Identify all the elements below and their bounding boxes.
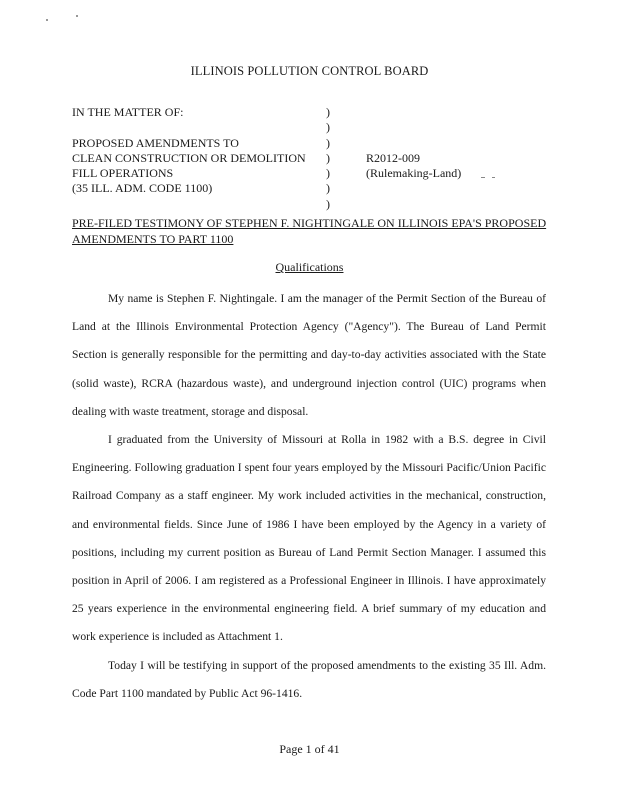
- caption-paren: ): [326, 120, 330, 135]
- caption-line: [72, 120, 306, 135]
- paragraph: My name is Stephen F. Nightingale. I am the manager of the Permit Section of the Bureau of Land at the Illinois Environmental Protection Agency ("Agency"). The Bureau of Land Permit Section is generally responsible for the permitting and day-to-day activities associated with the State (solid waste), RCRA (hazardous waste), and underground injection control (UIC) programs when dealing with waste treatment, storage and disposal.: [72, 292, 546, 418]
- scan-speck: [76, 15, 78, 17]
- caption-line: IN THE MATTER OF:: [72, 105, 184, 119]
- page-number: Page 1 of 41: [279, 742, 340, 756]
- testimony-title: PRE-FILED TESTIMONY OF STEPHEN F. NIGHTINGALE ON ILLINOIS EPA'S PROPOSED AMENDMENTS TO PART 1100: [72, 216, 547, 246]
- testimony-body: [72, 285, 546, 708]
- caption-line: (35 ILL. ADM. CODE 1100): [72, 181, 213, 196]
- board-title: ILLINOIS POLLUTION CONTROL BOARD: [190, 64, 429, 78]
- caption-paren: ): [326, 150, 330, 165]
- caption-paren: ): [326, 105, 330, 119]
- section-heading: Qualifications: [275, 260, 344, 274]
- caption-paren: ): [326, 196, 330, 211]
- scan-speck: [46, 19, 48, 21]
- caption-line: FILL OPERATIONS: [72, 166, 174, 181]
- paragraph: Today I will be testifying in support of the proposed amendments to the existing 35 Ill. Adm. Code Part 1100 mandated by Public Act 96-1416.: [72, 658, 546, 700]
- caption-parentheses: [326, 105, 330, 212]
- docket-type: (Rulemaking-Land): [366, 166, 462, 181]
- docket-number: R2012-009: [366, 151, 420, 165]
- caption-paren: ): [326, 181, 330, 196]
- caption-line: PROPOSED AMENDMENTS TO: [72, 135, 239, 150]
- caption-paren: ): [326, 135, 330, 150]
- scan-mark: [492, 177, 495, 178]
- docket-block: [366, 151, 461, 182]
- case-caption: [72, 105, 306, 197]
- caption-paren: ): [326, 166, 330, 181]
- scan-mark: [481, 177, 485, 178]
- paragraph: I graduated from the University of Missouri at Rolla in 1982 with a B.S. degree in Civil Engineering. Following graduation I spent four years employed by the Missouri Pacific/Union Pacific Railroad Company as a staff engineer. My work included activities in the mechanical, construction, and environmental fields. Since June of 1986 I have been employed by the Agency in a variety of positions, including my current position as Bureau of Land Permit Section Manager. I assumed this position in April of 2006. I am registered as a Professional Engineer in Illinois. I have approximately 25 years experience in the environmental engineering field. A brief summary of my education and work experience is included as Attachment 1.: [72, 433, 546, 644]
- caption-line: CLEAN CONSTRUCTION OR DEMOLITION: [72, 150, 306, 165]
